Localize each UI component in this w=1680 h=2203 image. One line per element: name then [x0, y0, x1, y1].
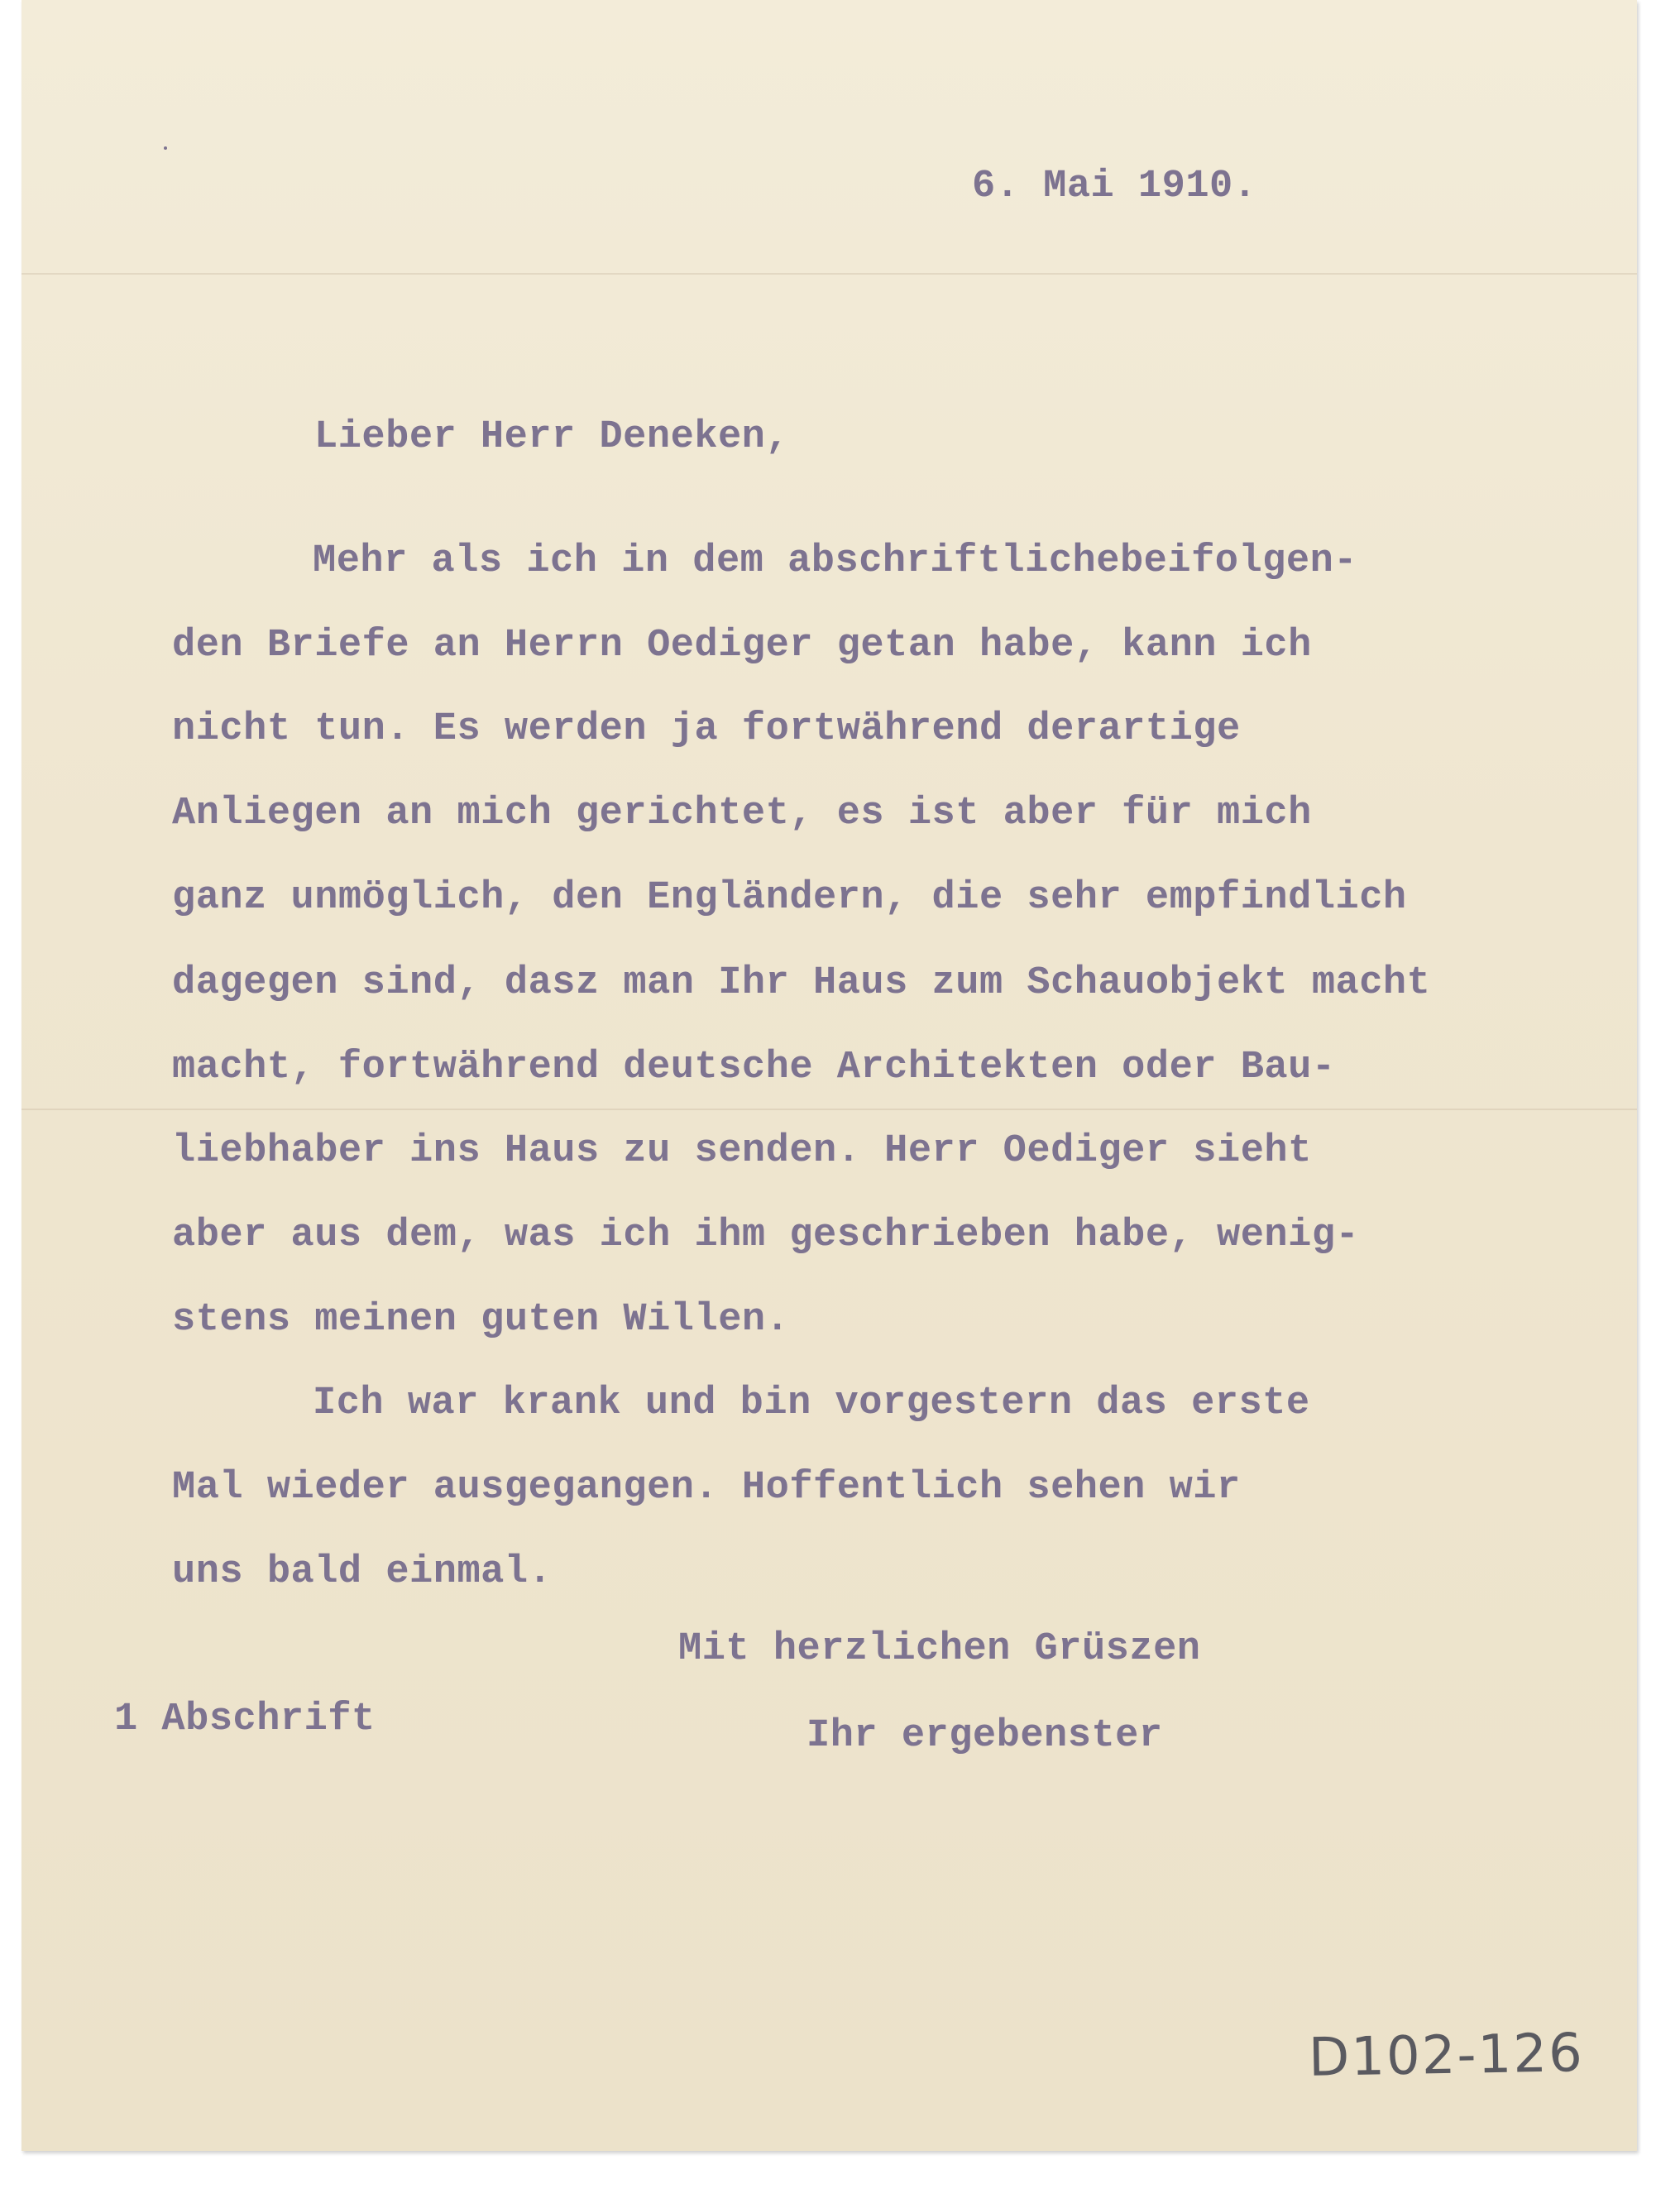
paper-fold-line — [22, 273, 1637, 275]
body-line: liebhaber ins Haus zu senden. Herr Oediger sieht — [172, 1129, 1312, 1173]
body-line: Anliegen an mich gerichtet, es ist aber für mich — [172, 792, 1312, 836]
paper-fold-line — [22, 1109, 1637, 1110]
paper-speck — [164, 146, 167, 150]
body-line: den Briefe an Herrn Oediger getan habe, kann ich — [172, 624, 1312, 668]
body-line: ganz unmöglich, den Engländern, die sehr empfindlich — [172, 876, 1407, 920]
body-line: macht, fortwährend deutsche Architekten oder Bau- — [172, 1046, 1336, 1090]
signoff: Ihr ergebenster — [806, 1714, 1163, 1758]
body-line: dagegen sind, dasz man Ihr Haus zum Schauobjekt macht — [172, 961, 1431, 1005]
body-line: Ich war krank und bin vorgestern das erste — [313, 1382, 1310, 1425]
body-line: nicht tun. Es werden ja fortwährend derartige — [172, 707, 1241, 751]
body-line: aber aus dem, was ich ihm geschrieben habe, wenig- — [172, 1214, 1360, 1257]
letter-date: 6. Mai 1910. — [972, 165, 1257, 208]
body-line: stens meinen guten Willen. — [172, 1298, 790, 1342]
salutation: Lieber Herr Deneken, — [314, 415, 790, 459]
closing: Mit herzlichen Grüszen — [678, 1627, 1201, 1671]
archive-number: D102-126 — [1308, 2023, 1585, 2089]
body-line: Mehr als ich in dem abschriftlichebeifolgen- — [313, 539, 1358, 583]
enclosure-note: 1 Abschrift — [114, 1698, 376, 1741]
body-line: uns bald einmal. — [172, 1550, 553, 1594]
body-line: Mal wieder ausgegangen. Hoffentlich sehen wir — [172, 1466, 1241, 1510]
